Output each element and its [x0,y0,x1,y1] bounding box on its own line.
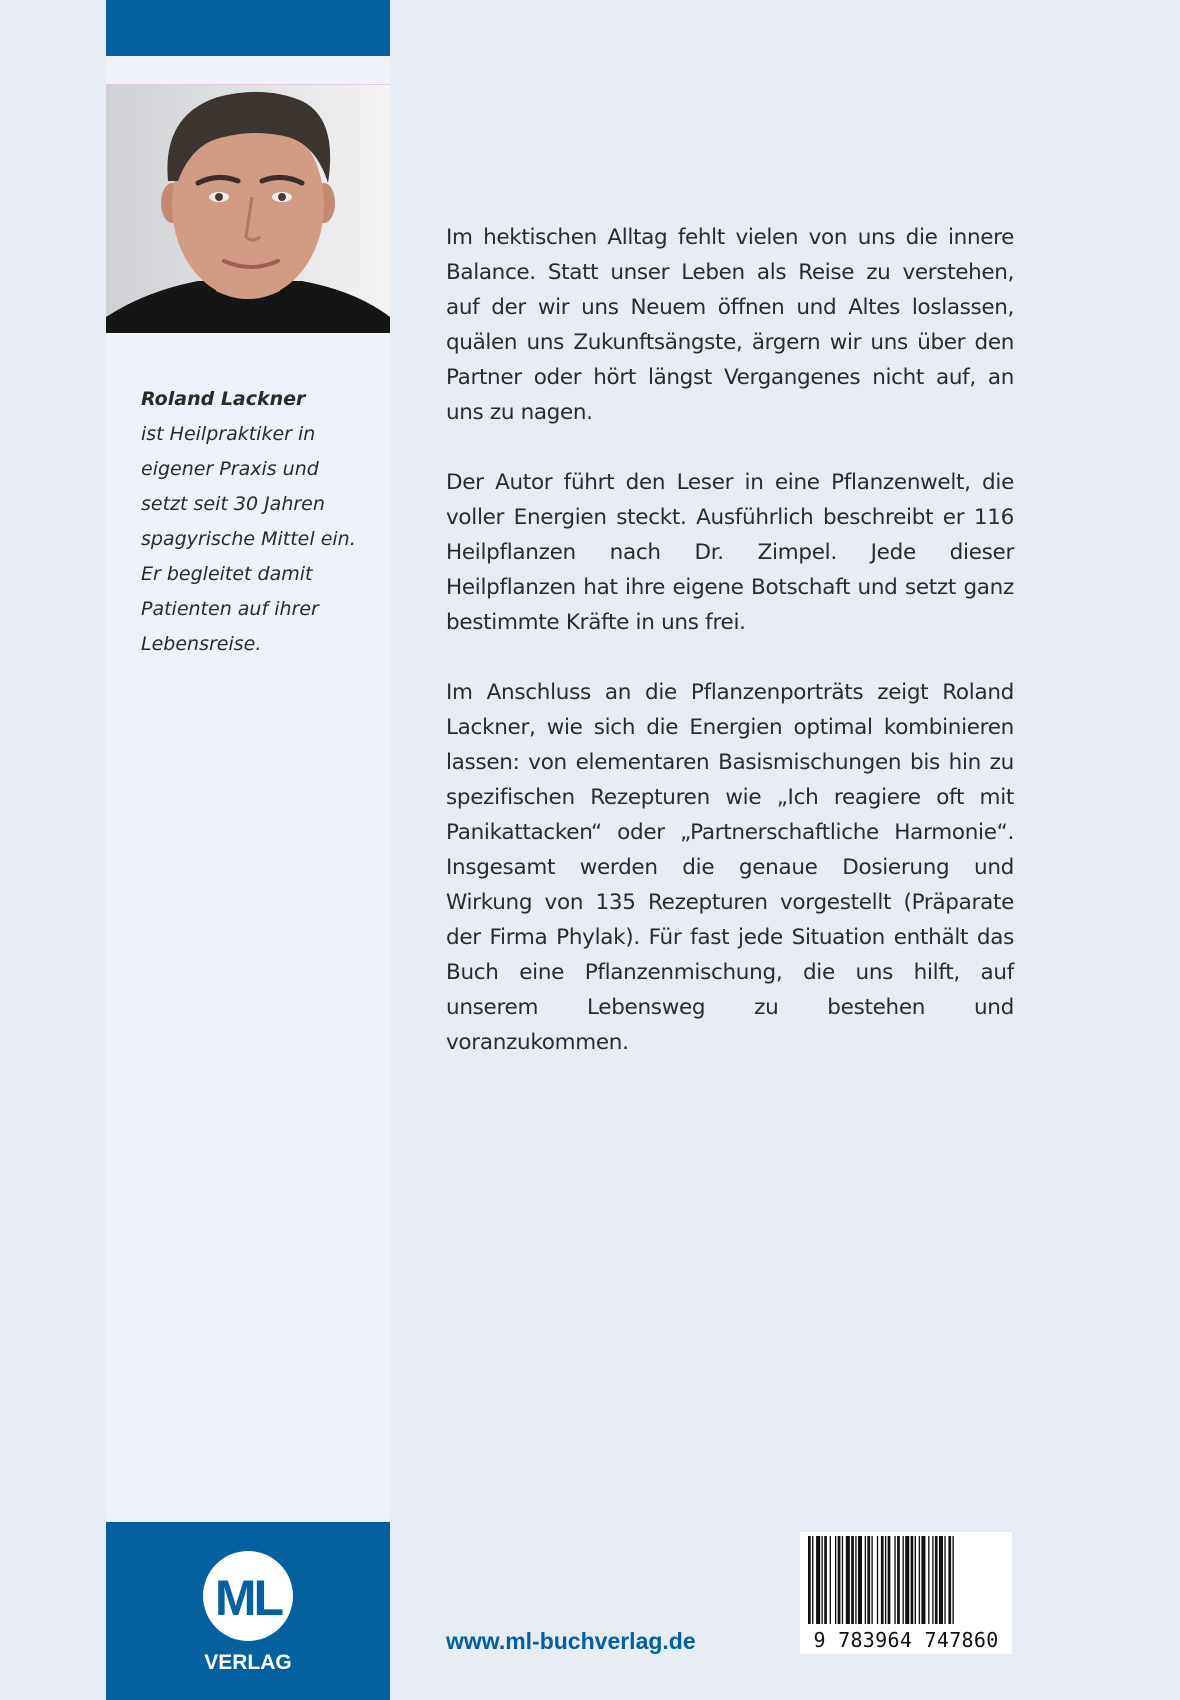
barcode-bar [812,1536,813,1624]
barcode-bar [871,1536,872,1624]
barcode-bar [894,1536,895,1624]
barcode-bar [897,1536,900,1624]
barcode-bar [919,1536,920,1624]
author-bio-text: ist Heilpraktiker in eigener Praxis und setzt seit 30 Jahren spagyrische Mittel ein. Er begleitet damit Patienten auf ihrer Lebensreise. [141,423,356,655]
blurb-paragraph-2: Der Autor führt den Leser in eine Pflanzenwelt, die voller Energien steckt. Ausführlich beschreibt er 116 Heilpflanzen nach Dr. Zimpel. Jede dieser Heilpflanzen hat ihre eigene Botschaft und setzt ganz bestimmte Kräfte in uns frei. [446,470,1014,635]
barcode-bar [948,1536,951,1624]
barcode-bar [830,1536,831,1624]
barcode-bar [838,1536,841,1624]
publisher-band [106,1522,390,1700]
barcode-bar [877,1536,878,1624]
barcode-bar [846,1536,850,1624]
logo-letters: ML [214,1570,282,1626]
author-photo [106,84,390,333]
barcode-bar [885,1536,886,1624]
logo-word: VERLAG [204,1651,292,1674]
barcode-bar [881,1536,884,1624]
blurb-column [446,220,1014,1095]
barcode-bar [915,1536,916,1624]
ml-verlag-logo [200,1548,296,1676]
barcode-bar [867,1536,870,1624]
author-sidebar [106,0,390,1700]
barcode-bar [935,1536,938,1624]
barcode-bar [835,1536,836,1624]
barcode-bar [944,1536,945,1624]
barcode-bar [808,1536,811,1624]
author-name: Roland Lackner [141,388,306,410]
sidebar-top-band [106,0,390,56]
barcode-bar [855,1536,856,1624]
barcode-bar [939,1536,943,1624]
barcode-bar [842,1536,843,1624]
barcode-bar [816,1536,820,1624]
barcode-bar [851,1536,854,1624]
barcode-bar [903,1536,904,1624]
barcode-bar [865,1536,866,1624]
author-bio [141,382,366,662]
barcode-bar [888,1536,891,1624]
barcode-bar [824,1536,827,1624]
isbn-barcode [800,1532,1012,1654]
barcode-bar [858,1536,862,1624]
barcode-bar [952,1536,953,1624]
barcode-bar [822,1536,823,1624]
blurb-paragraph-1: Im hektischen Alltag fehlt vielen von uns die innere Balance. Statt unser Leben als Reise zu verstehen, auf der wir uns Neuem öffnen und Altes loslassen, quälen uns Zukunftsängste, ärgern wir uns über den Partner oder hört längst Vergangenes nicht auf, an uns zu nagen. [446,225,1014,425]
barcode-bar [928,1536,929,1624]
blurb-paragraph-3: Im Anschluss an die Pflanzenporträts zeigt Roland Lackner, wie sich die Energien optimal kombinieren lassen: von elementaren Basismischungen bis hin zu spezifischen Rezepturen wie „Ich reagiere oft mit Panikattacken“ oder „Partnerschaftliche Harmonie“. Insgesamt werden die genaue Dosierung und Wirkung von 135 Rezepturen vorgestellt (Präparate der Firma Phylak). Für fast jede Situation enthält das Buch eine Pflanzenmischung, die uns hilft, auf unserem Lebensweg zu bestehen und voranzukommen. [446,680,1014,1055]
barcode-bar [905,1536,909,1624]
barcode-bars [800,1532,1012,1628]
barcode-bar [911,1536,914,1624]
publisher-website[interactable]: www.ml-buchverlag.de [446,1628,696,1654]
barcode-bar [921,1536,925,1624]
barcode-bar [932,1536,933,1624]
isbn-digits: 9 783964 747860 [813,1628,999,1652]
